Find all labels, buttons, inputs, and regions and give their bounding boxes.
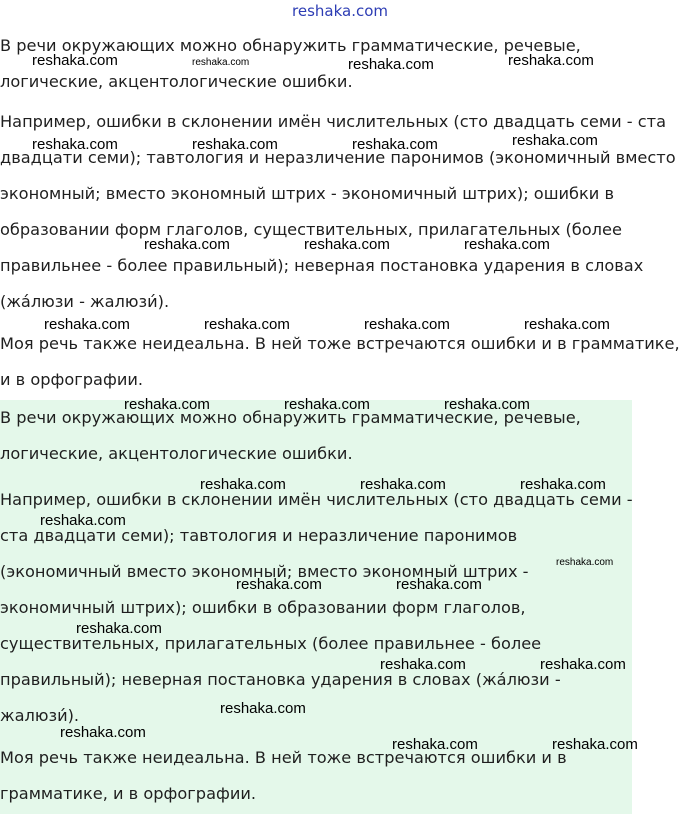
text-line: логические, акцентологические ошибки. <box>0 444 353 463</box>
answer-block-plain <box>0 28 680 398</box>
text-line: (жа́люзи - жалюзи́). <box>0 292 170 311</box>
watermark-text: reshaka.com <box>464 236 550 253</box>
watermark-text: reshaka.com <box>76 620 162 637</box>
watermark-text: reshaka.com <box>204 316 290 333</box>
watermark-text: reshaka.com <box>44 316 130 333</box>
watermark-text: reshaka.com <box>284 396 370 413</box>
watermark-text: reshaka.com <box>32 52 118 69</box>
watermark-text: reshaka.com <box>552 736 638 753</box>
text-line: правильнее - более правильный); неверная постановка ударения в словах <box>0 256 644 275</box>
text-line: экономный; вместо экономный штрих - экономичный штрих); ошибки в <box>0 184 614 203</box>
watermark-text: reshaka.com <box>192 136 278 153</box>
text-line: правильный); неверная постановка ударения в словах (жа́люзи - <box>0 670 561 689</box>
text-line: и в орфографии. <box>0 370 144 389</box>
watermark-text: reshaka.com <box>348 56 434 73</box>
watermark-text: reshaka.com <box>200 476 286 493</box>
watermark-text: reshaka.com <box>444 396 530 413</box>
watermark-text: reshaka.com <box>520 476 606 493</box>
watermark-text: reshaka.com <box>144 236 230 253</box>
watermark-text: reshaka.com <box>392 736 478 753</box>
watermark-text: reshaka.com <box>352 136 438 153</box>
watermark-text: reshaka.com <box>540 656 626 673</box>
text-line: логические, акцентологические ошибки. <box>0 72 353 91</box>
text-line: В речи окружающих можно обнаружить грамматические, речевые, <box>0 36 581 55</box>
watermark-text: reshaka.com <box>124 396 210 413</box>
text-line: экономичный штрих); ошибки в образовании форм глаголов, <box>0 598 526 617</box>
watermark-text: reshaka.com <box>524 316 610 333</box>
watermark-text: reshaka.com <box>556 557 614 568</box>
watermark-text: reshaka.com <box>40 512 126 529</box>
watermark-text: reshaka.com <box>512 132 598 149</box>
watermark-text: reshaka.com <box>380 656 466 673</box>
text-line: существительных, прилагательных (более правильнее - более <box>0 634 542 653</box>
watermark-text: reshaka.com <box>396 576 482 593</box>
text-line: В речи окружающих можно обнаружить грамматические, речевые, <box>0 408 581 427</box>
text-line: Например, ошибки в склонении имён числительных (сто двадцать семи - <box>0 490 633 509</box>
text-line: жалюзи́). <box>0 706 80 725</box>
text-line: двадцати семи); тавтология и неразличение паронимов (экономичный вместо <box>0 148 676 167</box>
watermark-text: reshaka.com <box>236 576 322 593</box>
watermark-text: reshaka.com <box>304 236 390 253</box>
text-line: грамматике, и в орфографии. <box>0 784 257 803</box>
paragraph-3 <box>0 740 567 812</box>
watermark-text: reshaka.com <box>360 476 446 493</box>
text-line: ста двадцати семи); тавтология и неразличение паронимов <box>0 526 518 545</box>
watermark-text: reshaka.com <box>220 700 306 717</box>
paragraph-3 <box>0 326 680 398</box>
watermark-text: reshaka.com <box>32 136 118 153</box>
watermark-text: reshaka.com <box>60 724 146 741</box>
watermark-text: reshaka.com <box>508 52 594 69</box>
text-line: образовании форм глаголов, существительных, прилагательных (более <box>0 220 622 239</box>
text-line: Моя речь также неидеальна. В ней тоже встречаются ошибки и в <box>0 748 567 767</box>
watermark-text: reshaka.com <box>364 316 450 333</box>
answer-block-highlighted <box>0 400 632 814</box>
text-line: Моя речь также неидеальна. В ней тоже встречаются ошибки и в грамматике, <box>0 334 680 353</box>
text-line: Например, ошибки в склонении имён числительных (сто двадцать семи - ста <box>0 112 666 131</box>
text-line: (экономичный вместо экономный; вместо экономный штрих - <box>0 562 529 581</box>
watermark-text: reshaka.com <box>192 57 250 68</box>
site-link[interactable]: reshaka.com <box>292 2 388 20</box>
